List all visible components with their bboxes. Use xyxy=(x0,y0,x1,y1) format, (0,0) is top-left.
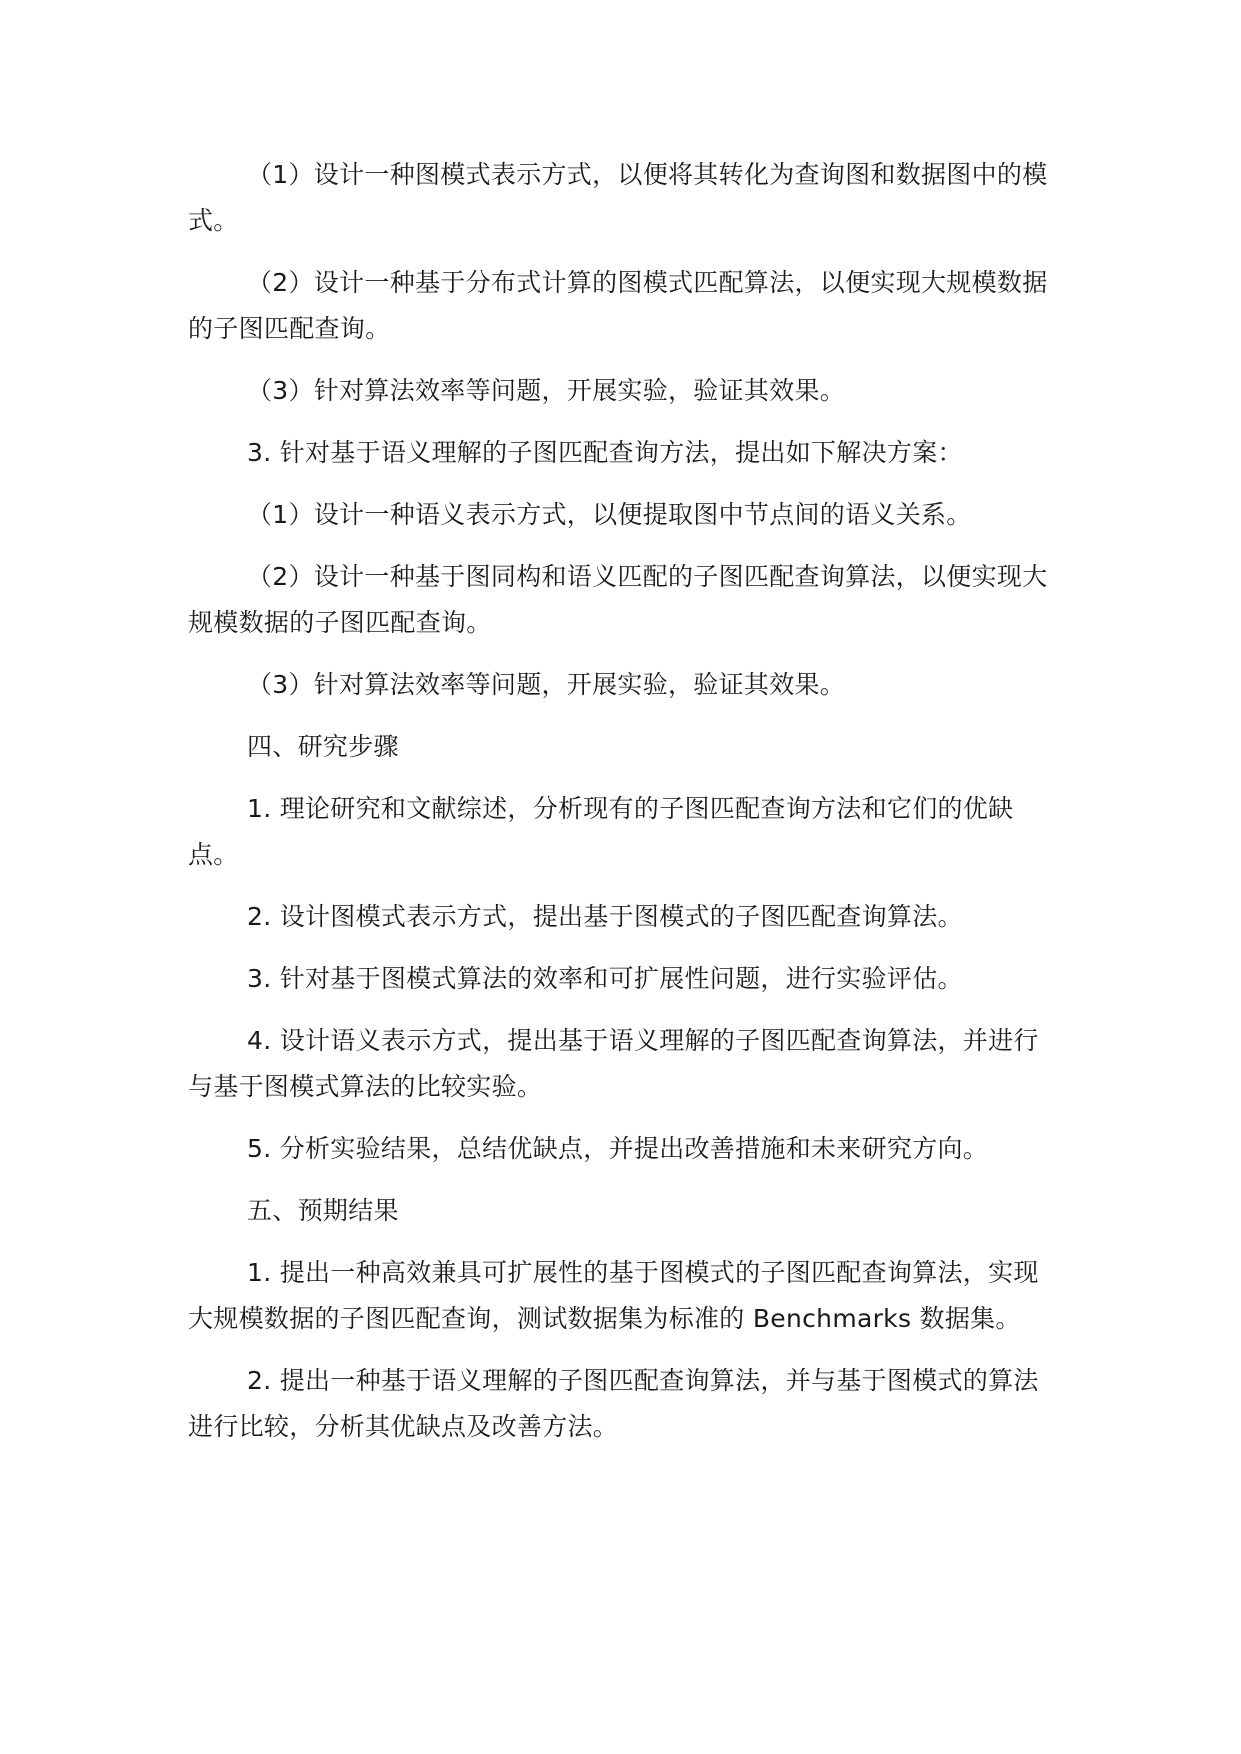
paragraph-step-4: 4. 设计语义表示方式，提出基于语义理解的子图匹配查询算法，并进行与基于图模式算法的比较实验。 xyxy=(188,1026,1039,1101)
paragraph-distributed-matching: （2）设计一种基于分布式计算的图模式匹配算法，以便实现大规模数据的子图匹配查询。 xyxy=(188,268,1048,343)
paragraph-semantic-representation: （1）设计一种语义表示方式，以便提取图中节点间的语义关系。 xyxy=(247,500,972,529)
paragraph-efficiency-experiment-2: （3）针对算法效率等问题，开展实验，验证其效果。 xyxy=(247,670,846,699)
paragraph-pattern-representation: （1）设计一种图模式表示方式，以便将其转化为查询图和数据图中的模式。 xyxy=(188,160,1048,235)
paragraph-semantic-solution-intro: 3. 针对基于语义理解的子图匹配查询方法，提出如下解决方案： xyxy=(247,438,963,467)
paragraph-step-2: 2. 设计图模式表示方式，提出基于图模式的子图匹配查询算法。 xyxy=(247,902,963,931)
paragraph-isomorphism-semantic-matching: （2）设计一种基于图同构和语义匹配的子图匹配查询算法，以便实现大规模数据的子图匹配查询。 xyxy=(188,562,1048,637)
section-heading-expected-results: 五、预期结果 xyxy=(247,1196,399,1225)
paragraph-step-1: 1. 理论研究和文献综述，分析现有的子图匹配查询方法和它们的优缺点。 xyxy=(188,794,1014,869)
document-body xyxy=(188,152,1056,1466)
paragraph-result-2: 2. 提出一种基于语义理解的子图匹配查询算法，并与基于图模式的算法进行比较，分析其优缺点及改善方法。 xyxy=(188,1366,1039,1441)
paragraph-efficiency-experiment-1: （3）针对算法效率等问题，开展实验，验证其效果。 xyxy=(247,376,846,405)
paragraph-step-3: 3. 针对基于图模式算法的效率和可扩展性问题，进行实验评估。 xyxy=(247,964,963,993)
section-heading-research-steps: 四、研究步骤 xyxy=(247,732,399,761)
paragraph-result-1: 1. 提出一种高效兼具可扩展性的基于图模式的子图匹配查询算法，实现大规模数据的子图匹配查询，测试数据集为标准的 Benchmarks 数据集。 xyxy=(188,1258,1039,1333)
paragraph-step-5: 5. 分析实验结果，总结优缺点，并提出改善措施和未来研究方向。 xyxy=(247,1134,989,1163)
